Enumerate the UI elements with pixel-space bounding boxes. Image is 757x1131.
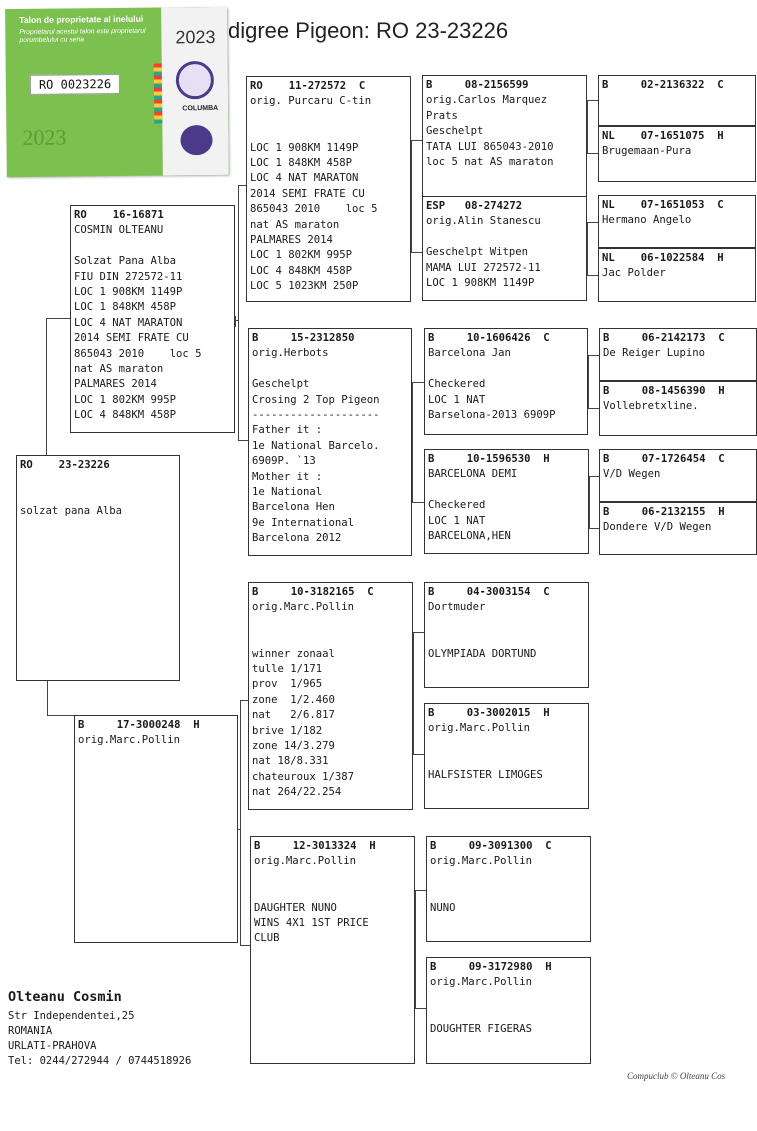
ring-number: 07-1651053 C [628,199,724,211]
pigeon-ring-header [602,129,752,144]
pigeon-info-line: LOC 4 NAT MARATON [250,172,359,185]
connector-line [235,316,236,327]
pigeon-card-g2 [598,126,756,182]
pigeon-info-line: orig.Alin Stanescu [426,215,541,228]
footer-credit: Compuclub © Olteanu Cos [627,1071,726,1081]
ring-number: 17-3000248 H [104,719,200,731]
pigeon-info-line: OLYMPIADA DORTUND [428,647,537,660]
pigeon-info-line: orig.Marc.Pollin [78,734,181,747]
pigeon-info-line: LOC 1 908KM 1149P [426,277,535,290]
pigeon-info-line: orig.Herbots [252,347,329,360]
pigeon-info-line: PALMARES 2014 [74,378,157,391]
connector-line [238,185,239,440]
pigeon-info-line [430,870,587,885]
pigeon-ring-header [252,585,409,600]
ring-number: 12-3013324 H [280,840,376,852]
pigeon-info-line [428,737,585,752]
connector-line [411,140,422,141]
pigeon-info-line: TATA LUI 865043-2010 [426,140,554,153]
country-code: B [602,79,609,91]
pigeon-ring-header [603,505,753,520]
country-code: B [428,707,435,719]
ring-number: 23-23226 [46,459,110,471]
pigeon-info-line: -------------------- [252,409,380,422]
pigeon-info-line: DOUGHTER FIGERAS [430,1022,533,1035]
owner-block [8,988,191,1069]
pigeon-ring-header [603,452,753,467]
pigeon-card-ds [248,582,413,810]
connector-line [587,100,588,153]
pigeon-info-line: Vollebretxline. [603,400,699,413]
country-code: B [252,586,259,598]
country-code: RO [74,209,87,221]
connector-line [587,275,598,276]
ring-number: 10-3182165 C [278,586,374,598]
pigeon-card-sdd [424,449,589,554]
pigeon-info-line [252,362,408,377]
pigeon-card-sd [248,328,412,556]
connector-line [413,632,414,754]
pigeon-card-dd [250,836,415,1064]
card-year-bottom: 2023 [22,124,67,150]
pigeon-info-line [254,870,411,885]
pigeon-ring-header [250,79,407,94]
pigeon-info-line: LOC 1 848KM 458P [250,157,353,169]
country-code: B [78,719,85,731]
country-code: B [603,332,610,344]
pigeon-ring-header [78,718,234,733]
pigeon-info-line: nat 18/8.331 [252,755,329,768]
pigeon-card-dam [74,715,238,943]
pigeon-ring-header [602,251,752,266]
pigeon-info-line: BARCELONA DEMI [428,468,518,481]
country-code: RO [20,459,33,471]
connector-line [46,318,70,319]
owner-name: Olteanu Cosmin [8,989,122,1005]
pigeon-ring-header [603,331,753,346]
connector-line [240,700,241,945]
pigeon-info-line: Brugemaan-Pura [602,145,692,158]
pigeon-info-line: orig.Marc.Pollin [252,601,355,614]
country-code: B [252,332,259,344]
connector-line [412,382,424,383]
pigeon-info-line: MAMA LUI 272572-11 [426,261,541,274]
pigeon-card-ddd [426,957,591,1064]
pigeon-info-line: LOC 5 1023KM 250P [250,280,359,293]
pigeon-ring-header [602,78,752,93]
pigeon-info-line: chateuroux 1/387 [252,770,355,783]
pigeon-info-line: WINS 4X1 1ST PRICE [254,917,369,929]
connector-line [47,681,48,715]
pigeon-info-line: nat AS maraton [250,218,340,231]
country-code: B [603,506,610,518]
country-code: B [428,453,435,465]
pigeon-info-line: nat 2/6.817 [252,709,335,722]
connector-line [47,715,74,716]
ring-number: 08-2156599 [452,79,529,91]
connector-line [588,408,599,409]
pigeon-card-sds [424,328,588,435]
pigeon-info-line: LOC 1 848KM 458P [74,301,177,314]
page-title: digree Pigeon: RO 23-23226 [228,18,509,43]
pigeon-info-line [252,631,409,646]
pigeon-ring-header [252,331,408,346]
pigeon-info-line: Checkered [428,378,486,391]
pigeon-info-line: COSMIN OLTEANU [74,224,164,237]
pigeon-card-sire [70,205,235,433]
pigeon-info-line [74,239,231,254]
pigeon-info-line [428,752,585,767]
owner-phone: Tel: 0244/272944 / 0744518926 [8,1055,192,1067]
card-year-top: 2023 [175,26,216,48]
pigeon-info-line: 6909P. `13 [252,455,316,468]
pigeon-card-g8 [599,502,757,555]
pigeon-info-line: BARCELONA,HEN [428,530,511,543]
pigeon-info-line: 865043 2010 loc 5 [250,203,378,216]
pigeon-info-line: brive 1/182 [252,724,323,737]
pigeon-info-line: Dondere V/D Wegen [603,521,712,534]
connector-line [587,222,598,223]
pigeon-ring-header [430,839,587,854]
pigeon-info-line: 1e National Barcelo. [252,439,380,452]
pigeon-ring-header [603,384,753,399]
connector-line [412,502,424,503]
pigeon-info-line: zone 14/3.279 [252,740,335,753]
pigeon-card-ssd [422,196,587,301]
ring-number: 11-272572 C [276,80,366,92]
pigeon-emblem-icon [180,125,212,155]
pigeon-info-line: LOC 4 848KM 458P [74,409,177,422]
ring-number: 04-3003154 C [454,586,550,598]
pigeon-info-line: 1e National [252,486,323,499]
ring-number: 09-3091300 C [456,840,552,852]
ring-number: 08-1456390 H [629,385,725,397]
pigeon-info-line: Barcelona 2012 [252,532,342,545]
country-code: RO [250,80,263,92]
connector-line [415,1008,426,1009]
ring-number: 09-3172980 H [456,961,552,973]
pigeon-info-line: PALMARES 2014 [250,234,333,247]
pigeon-ring-header [430,960,587,975]
pigeon-info-line: orig.Marc.Pollin [254,855,357,868]
pigeon-info-line: orig. Purcaru C-tin [250,95,372,108]
pigeon-info-line: loc 5 nat AS maraton [426,156,554,169]
pigeon-info-line: nat AS maraton [74,363,164,376]
pigeon-info-line: Barcelona Hen [252,501,335,514]
pigeon-info-line: Solzat Pana Alba [74,255,177,268]
pigeon-info-line [20,473,176,488]
pigeon-card-g5 [599,328,757,381]
pigeon-info-line: NUNO [430,901,456,914]
pigeon-card-ss [246,76,411,302]
ring-number: 07-1651075 H [628,130,724,142]
pigeon-info-line [252,616,409,631]
pigeon-info-line: Geschelpt Witpen [426,246,529,259]
connector-line [413,632,424,633]
pigeon-ring-header [428,585,585,600]
pigeon-info-line: 2014 SEMI FRATE CU [74,332,189,345]
pigeon-info-line: Dortmuder [428,601,486,614]
pigeon-info-line: Jac Polder [602,267,666,280]
ring-ownership-card [5,7,229,177]
pigeon-info-line: Checkered [428,499,486,512]
pigeon-info-line: 865043 2010 loc 5 [74,347,202,360]
ring-number: 06-2142173 C [629,332,725,344]
pigeon-info-line [430,1006,587,1021]
connector-line [238,185,246,186]
pigeon-info-line: solzat pana Alba [20,505,123,518]
country-code: NL [602,130,615,142]
pigeon-info-line: nat 264/22.254 [252,786,342,799]
pigeon-ring-header [428,331,584,346]
pigeon-info-line: Mother it : [252,470,323,483]
connector-line [237,829,240,830]
pigeon-info-line: zone 1/2.460 [252,693,335,706]
pigeon-info-line [254,885,411,900]
country-code: B [254,840,261,852]
pigeon-info-line: LOC 1 908KM 1149P [250,141,359,154]
pigeon-info-line: LOC 1 NAT [428,514,486,527]
pigeon-info-line [250,110,407,125]
pigeon-card-g1 [598,75,756,126]
pigeon-info-line: orig.Marc.Pollin [430,976,533,989]
pigeon-card-dss [424,582,589,688]
pigeon-info-line: Barselona-2013 6909P [428,409,556,422]
pigeon-info-line: Geschelpt [426,125,484,138]
pigeon-info-line [428,631,585,646]
connector-line [589,528,599,529]
ring-number: 16-16871 [100,209,164,221]
pigeon-info-line: orig.Marc.Pollin [428,722,531,735]
card-brand: COLUMBA [182,104,219,113]
connector-line [46,318,47,455]
pigeon-info-line: DAUGHTER NUNO [254,901,337,914]
pigeon-info-line: V/D Wegen [603,468,661,481]
pigeon-ring-header [20,458,176,473]
country-code: NL [602,252,615,264]
pigeon-info-line: Barcelona Jan [428,347,511,360]
pigeon-ring-header [428,452,585,467]
card-heading: Talon de proprietate al inelului [19,13,144,26]
pigeon-ring-header [254,839,411,854]
ring-number: 10-1606426 C [454,332,550,344]
pigeon-ring-header [428,706,585,721]
pigeon-info-line: 9e International [252,516,355,529]
pigeon-info-line: Father it : [252,424,323,437]
country-code: B [430,961,437,973]
ring-number: 02-2136322 C [628,79,724,91]
pigeon-info-line: Crosing 2 Top Pigeon [252,393,380,406]
connector-line [589,476,599,477]
country-code: B [603,453,610,465]
ring-number: 15-2312850 [278,332,355,344]
country-code: B [428,586,435,598]
pigeon-info-line [428,616,585,631]
connector-line [413,754,424,755]
connector-line [588,355,589,408]
pigeon-ring-header [602,198,752,213]
pigeon-info-line: CLUB [254,932,280,945]
country-code: B [428,332,435,344]
pigeon-info-line: Geschelpt [252,378,310,391]
pigeon-info-line: tulle 1/171 [252,663,323,675]
pigeon-card-g3 [598,195,756,248]
pigeon-info-line [430,991,587,1006]
country-code: NL [602,199,615,211]
pigeon-card-subject [16,455,180,681]
connector-line [238,440,248,441]
pigeon-info-line: 2014 SEMI FRATE CU [250,187,365,200]
ring-number: 06-2132155 H [629,506,725,518]
connector-line [411,252,422,253]
country-code: B [426,79,433,91]
connector-line [235,320,238,321]
connector-line [588,355,599,356]
pigeon-card-g7 [599,449,757,502]
ring-number: 03-3002015 H [454,707,550,719]
pigeon-info-line: FIU DIN 272572-11 [74,270,183,283]
pigeon-info-line: prov 1/965 [252,678,323,691]
pigeon-info-line: Hermano Angelo [602,214,692,227]
owner-address: Str Independentei,25 [8,1010,135,1022]
pigeon-info-line: LOC 1 802KM 995P [250,249,353,262]
card-stripe [154,64,163,124]
pigeon-info-line: winner zonaal [252,647,335,660]
connector-line [240,700,248,701]
pigeon-ring-header [74,208,231,223]
country-code: B [430,840,437,852]
pigeon-card-dds [426,836,591,942]
columba-logo-icon [176,61,214,99]
connector-line [587,100,598,101]
pigeon-ring-header [426,199,583,214]
pigeon-card-g4 [598,248,756,302]
connector-line [411,140,412,252]
ring-number: 06-1022584 H [628,252,724,264]
pigeon-info-line: LOC 4 NAT MARATON [74,316,183,329]
pigeon-info-line: LOC 1 NAT [428,393,486,406]
ring-number: 07-1726454 C [629,453,725,465]
pigeon-ring-header [426,78,583,93]
country-code: B [603,385,610,397]
owner-country: ROMANIA [8,1025,53,1037]
connector-line [589,476,590,528]
pigeon-info-line [20,489,176,504]
pigeon-info-line: LOC 1 802KM 995P [74,393,177,406]
pigeon-info-line: orig.Marc.Pollin [430,855,533,868]
pigeon-info-line: LOC 1 908KM 1149P [74,286,183,299]
pigeon-info-line [428,362,584,377]
connector-line [587,153,598,154]
pigeon-info-line: De Reiger Lupino [603,347,706,360]
pigeon-info-line [428,483,585,498]
card-ring-number: RO 0023226 [30,74,120,95]
card-text: Proprietarul acestui talon este proprietarul porumbelului cu seria [19,27,146,45]
connector-line [415,890,416,1008]
connector-line [412,382,413,502]
pigeon-info-line: HALFSISTER LIMOGES [428,768,543,781]
pigeon-info-line [430,885,587,900]
owner-city: URLATI-PRAHOVA [8,1040,97,1052]
ring-number: 08-274272 [452,200,523,212]
ring-number: 10-1596530 H [454,453,550,465]
pigeon-info-line [250,125,407,140]
pigeon-info-line: Prats [426,109,458,122]
connector-line [587,222,588,275]
pigeon-info-line: LOC 4 848KM 458P [250,264,353,277]
country-code: ESP [426,200,446,212]
connector-line [240,945,250,946]
connector-line [415,890,426,891]
pigeon-info-line [426,230,583,245]
pigeon-info-line: orig.Carlos Marquez [426,94,548,107]
pigeon-card-g6 [599,381,757,436]
pigeon-card-dsd [424,703,589,809]
